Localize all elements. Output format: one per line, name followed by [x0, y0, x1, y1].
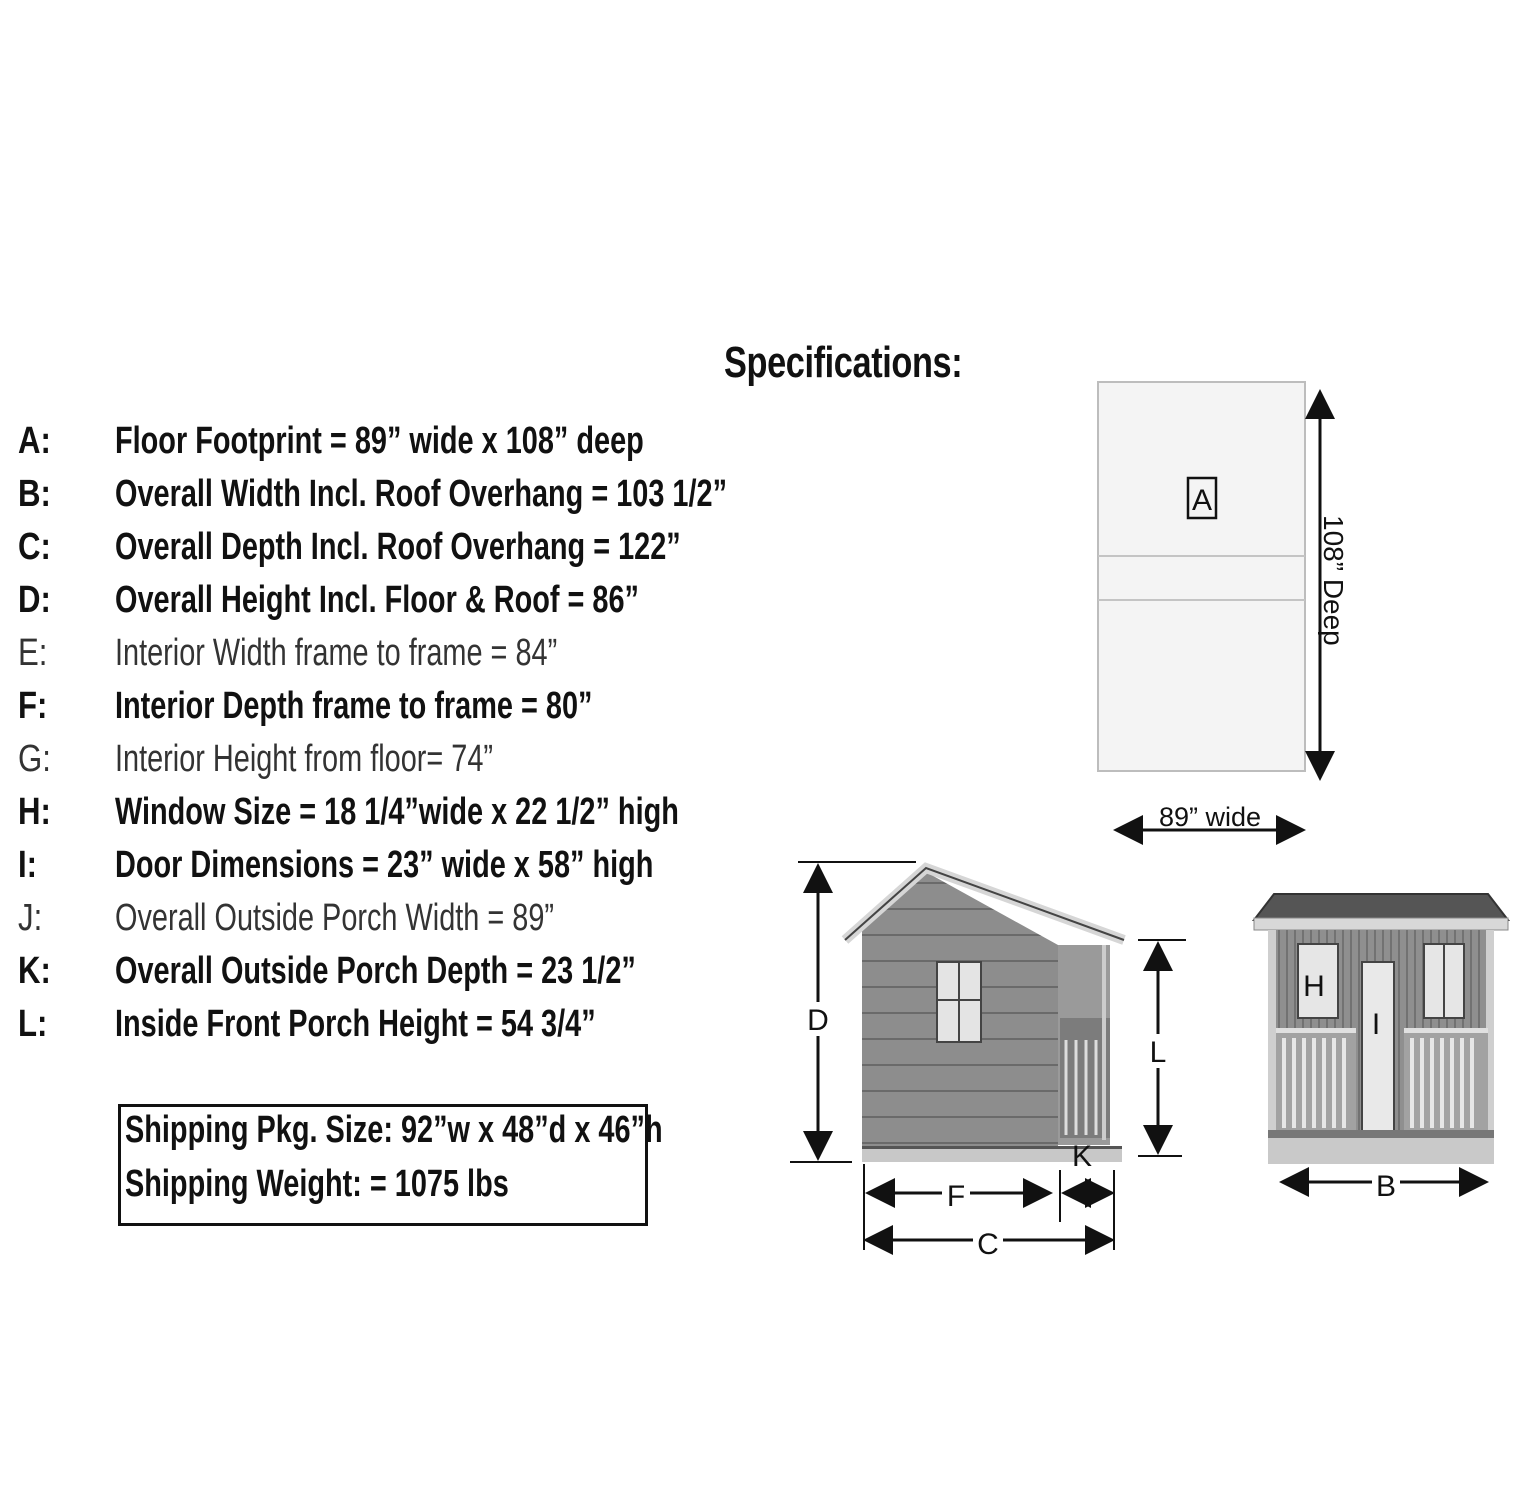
label-f: F: [946, 1180, 966, 1213]
label-k: K: [1071, 1140, 1093, 1173]
spec-key: A:: [18, 420, 51, 462]
spec-key: E:: [18, 632, 48, 674]
spec-key: B:: [18, 473, 51, 515]
label-b: B: [1375, 1170, 1397, 1203]
spec-text: Overall Depth Incl. Roof Overhang = 122”: [115, 526, 681, 568]
spec-key: L:: [18, 1003, 48, 1045]
label-d: D: [807, 1004, 829, 1037]
spec-text: Overall Outside Porch Depth = 23 1/2”: [115, 950, 636, 992]
spec-text: Window Size = 18 1/4”wide x 22 1/2” high: [115, 791, 679, 833]
spec-text: Interior Height from floor= 74”: [115, 738, 494, 780]
spec-key: J:: [18, 897, 43, 939]
spec-text: Overall Height Incl. Floor & Roof = 86”: [115, 579, 639, 621]
shipping-size: Shipping Pkg. Size: 92”w x 48”d x 46”h: [125, 1109, 663, 1151]
spec-key: H:: [18, 791, 51, 833]
label-i: I: [1371, 1008, 1381, 1041]
page-title: Specifications:: [724, 338, 963, 387]
label-c: C: [977, 1228, 999, 1261]
floor-plan: [1098, 382, 1349, 832]
spec-text: Interior Width frame to frame = 84”: [115, 632, 558, 674]
depth-label: 108” Deep: [1318, 515, 1349, 646]
spec-key: I:: [18, 844, 38, 886]
spec-text: Floor Footprint = 89” wide x 108” deep: [115, 420, 644, 462]
spec-key: C:: [18, 526, 51, 568]
label-a: A: [1191, 484, 1213, 517]
label-l: L: [1149, 1036, 1167, 1069]
side-elevation: [790, 862, 1186, 1261]
front-elevation: [1254, 894, 1508, 1203]
spec-key: G:: [18, 738, 51, 780]
shipping-weight: Shipping Weight: = 1075 lbs: [125, 1163, 509, 1205]
spec-text: Inside Front Porch Height = 54 3/4”: [115, 1003, 596, 1045]
label-h: H: [1303, 970, 1325, 1003]
spec-text: Overall Width Incl. Roof Overhang = 103 1/2”: [115, 473, 728, 515]
width-label: 89” wide: [1158, 802, 1262, 832]
spec-text: Overall Outside Porch Width = 89”: [115, 897, 555, 939]
spec-text: Interior Depth frame to frame = 80”: [115, 685, 593, 727]
spec-key: D:: [18, 579, 51, 621]
spec-key: K:: [18, 950, 51, 992]
spec-key: F:: [18, 685, 48, 727]
spec-text: Door Dimensions = 23” wide x 58” high: [115, 844, 654, 886]
